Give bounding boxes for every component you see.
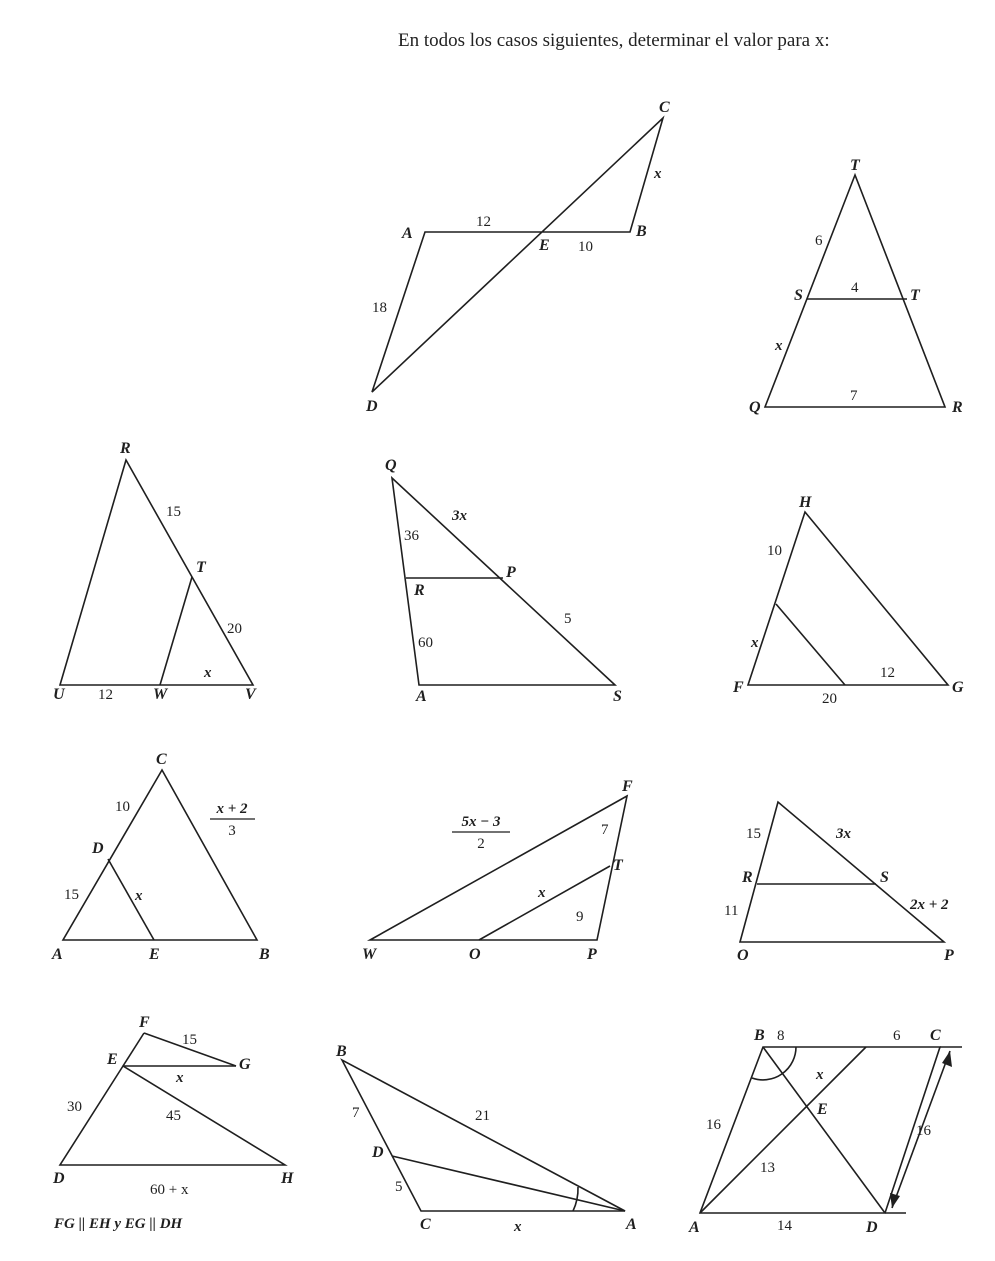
fig3-label-w: W — [153, 686, 168, 703]
fig1-label-a: A — [402, 225, 413, 242]
figure-11 — [688, 1027, 962, 1236]
fig11-diagonal-ac — [700, 1047, 866, 1213]
fig9-segment-fe — [123, 1033, 144, 1066]
fig3-len-tv: 20 — [227, 621, 242, 637]
figure-4 — [385, 457, 622, 705]
figure-9 — [52, 1014, 294, 1232]
fig11-angle-arc — [752, 1047, 796, 1080]
fig5-len-side: 12 — [880, 665, 895, 681]
fig5-outline — [748, 512, 948, 685]
fig7-label-f: F — [622, 778, 633, 795]
fig4-label-a: A — [416, 688, 427, 705]
fig7-label-o: O — [469, 946, 481, 963]
figure-5 — [732, 494, 964, 707]
fig1-len-ae: 12 — [476, 214, 491, 230]
figure-2 — [749, 157, 963, 416]
fig4-label-r: R — [414, 582, 425, 599]
fig9-len-dh: 60 + x — [150, 1182, 189, 1198]
fig6-label-c: C — [156, 751, 167, 768]
fig6-frac-numerator: x + 2 — [216, 801, 248, 817]
fig1-label-c: C — [659, 99, 670, 116]
fig8-label-s: S — [880, 869, 889, 886]
fig6-len-de: x — [135, 888, 143, 904]
fig11-len-b8: 8 — [777, 1028, 785, 1044]
fig6-len-da: 15 — [64, 887, 79, 903]
fig7-segment-to — [479, 866, 610, 940]
fig6-label-d: D — [92, 840, 104, 857]
fig4-len-qr: 36 — [404, 528, 419, 544]
fig8-outline — [740, 802, 944, 942]
fig9-condition-note: FG || EH y EG || DH — [54, 1216, 183, 1232]
fig1-len-ad: 18 — [372, 300, 387, 316]
fig2-len-st: 4 — [851, 280, 859, 296]
fig9-len-fg: 15 — [182, 1032, 197, 1048]
fig9-label-h: H — [281, 1170, 294, 1187]
fig1-len-eb: 10 — [578, 239, 593, 255]
fig9-len-ed: 30 — [67, 1099, 82, 1115]
fig3-label-t: T — [196, 559, 206, 576]
fig2-label-r: R — [952, 399, 963, 416]
figure-7 — [362, 778, 633, 963]
fig2-len-sq: x — [775, 338, 783, 354]
fig7-len-ot: x — [538, 885, 546, 901]
fig6-label-b: B — [259, 946, 270, 963]
fig7-label-t: T — [613, 857, 623, 874]
fig10-label-a: A — [626, 1216, 637, 1233]
fig11-label-e: E — [817, 1101, 828, 1118]
fig10-label-b: B — [336, 1043, 347, 1060]
fig11-label-a: A — [689, 1219, 700, 1236]
fig1-outline — [372, 118, 663, 392]
fig7-label-p: P — [587, 946, 597, 963]
fig4-len-ra: 60 — [418, 635, 433, 651]
fig8-label-p: P — [944, 947, 954, 964]
fig9-len-eh: 45 — [166, 1108, 181, 1124]
fig1-label-e: E — [539, 237, 550, 254]
fig11-label-b: B — [754, 1027, 765, 1044]
fig10-len-ba: 21 — [475, 1108, 490, 1124]
fig3-label-r: R — [120, 440, 131, 457]
fig5-label-g: G — [952, 679, 964, 696]
fig11-segment-bd — [763, 1047, 885, 1213]
fig5-len-base-part: 20 — [822, 691, 837, 707]
fig9-label-g: G — [239, 1056, 251, 1073]
fig9-label-f: F — [139, 1014, 150, 1031]
fig4-len-qp: 3x — [452, 508, 467, 524]
fig5-label-f: F — [733, 679, 744, 696]
figure-3 — [53, 440, 257, 703]
page-title: En todos los casos siguientes, determinar el valor para x: — [398, 30, 830, 51]
fig11-arrowhead-bottom — [890, 1193, 900, 1208]
fig4-label-p: P — [506, 564, 516, 581]
fig1-label-d: D — [366, 398, 378, 415]
fig11-label-d: D — [866, 1219, 878, 1236]
fig6-label-e: E — [149, 946, 160, 963]
fig8-label-r: R — [742, 869, 753, 886]
fig3-len-rt: 15 — [166, 504, 181, 520]
fig10-label-c: C — [420, 1216, 431, 1233]
fig6-label-a: A — [52, 946, 63, 963]
fig5-label-h: H — [799, 494, 812, 511]
fig8-len-right-top: 3x — [836, 826, 851, 842]
fig11-len-ed: 13 — [760, 1160, 775, 1176]
fig3-outline — [60, 460, 253, 685]
fig4-outline — [392, 478, 615, 685]
fig3-segment-tw — [160, 577, 192, 685]
fig7-frac-denominator: 2 — [477, 836, 485, 852]
fig5-parallel-segment — [776, 604, 845, 685]
figure-6 — [51, 751, 270, 963]
fig2-label-t2: T — [910, 287, 920, 304]
fig11-label-c: C — [930, 1027, 941, 1044]
fig10-label-d: D — [372, 1144, 384, 1161]
fig1-len-cb: x — [654, 166, 662, 182]
figure-1 — [365, 99, 670, 415]
figure-8 — [724, 802, 954, 964]
fig5-len-top: 10 — [767, 543, 782, 559]
fig6-frac-denominator: 3 — [228, 823, 236, 839]
fig8-len-sp: 2x + 2 — [910, 897, 949, 913]
fig7-frac-numerator: 5x − 3 — [461, 814, 501, 830]
fig1-label-b: B — [636, 223, 647, 240]
fig3-len-uw: 12 — [98, 687, 113, 703]
fig8-label-o: O — [737, 947, 749, 964]
fig2-label-s: S — [794, 287, 803, 304]
fig10-len-ca: x — [514, 1219, 522, 1235]
fig11-len-c6: 6 — [893, 1028, 901, 1044]
fig7-len-tp: 9 — [576, 909, 584, 925]
fig9-label-e: E — [107, 1051, 118, 1068]
fig4-label-q: Q — [385, 457, 397, 474]
fig11-len-ad: 14 — [777, 1218, 792, 1234]
fig9-len-eg: x — [176, 1070, 184, 1086]
fig7-label-w: W — [362, 946, 377, 963]
fig4-label-s: S — [613, 688, 622, 705]
fig8-len-ro: 11 — [724, 903, 739, 919]
fig6-len-cd: 10 — [115, 799, 130, 815]
fig10-len-dc: 5 — [395, 1179, 403, 1195]
fig10-len-bd: 7 — [352, 1105, 360, 1121]
fig11-len-x: x — [816, 1067, 824, 1083]
fig10-bisector-da — [392, 1156, 625, 1211]
fig11-len-cd: 16 — [916, 1123, 931, 1139]
fig11-arrowhead-top — [942, 1051, 952, 1067]
fig4-len-ps: 5 — [564, 611, 572, 627]
fig2-label-t: T — [850, 157, 860, 174]
fig6-segment-de — [108, 859, 154, 940]
fig3-label-v: V — [245, 686, 256, 703]
fig11-len-ab: 16 — [706, 1117, 721, 1133]
fig9-label-d: D — [53, 1170, 65, 1187]
fig3-len-wv: x — [204, 665, 212, 681]
fig10-outline — [342, 1060, 625, 1211]
fig2-label-q: Q — [749, 399, 761, 416]
fig3-label-u: U — [53, 686, 65, 703]
fig8-len-left-top: 15 — [746, 826, 761, 842]
fig2-len-ts: 6 — [815, 233, 823, 249]
fig7-len-ft: 7 — [601, 822, 609, 838]
fig2-len-qr: 7 — [850, 388, 858, 404]
figure-10 — [335, 1043, 637, 1235]
fig5-len-x: x — [751, 635, 759, 651]
